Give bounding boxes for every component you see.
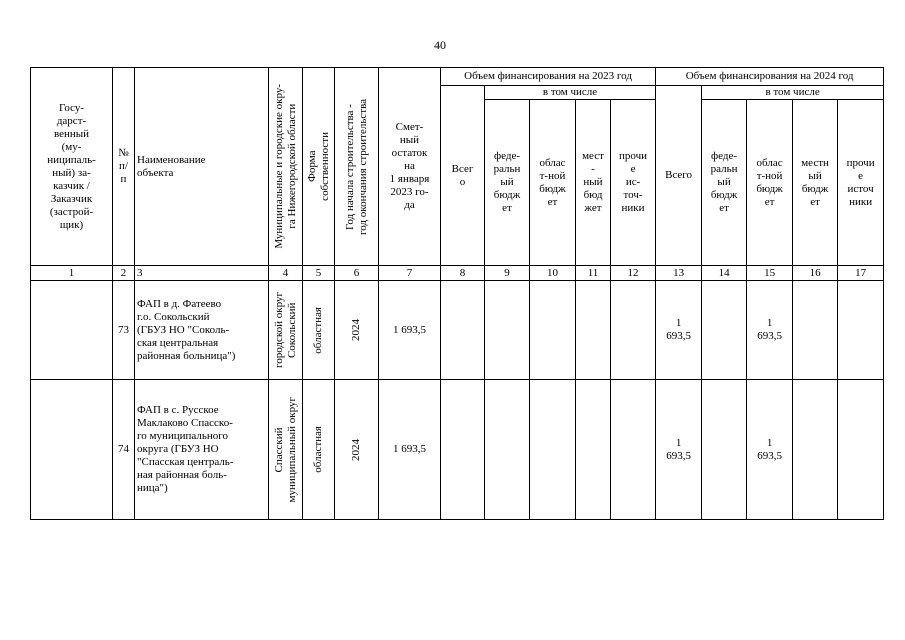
cell-federal-2024 bbox=[702, 281, 747, 380]
header-funding-2024: Объем финансирования на 2024 год bbox=[656, 68, 884, 86]
header-total-2023: Всег о bbox=[441, 86, 485, 266]
cell-estimate: 1 693,5 bbox=[379, 281, 441, 380]
table-row bbox=[31, 380, 884, 520]
cell-municipality-text: Спасский муниципальный округ bbox=[272, 396, 298, 503]
cell-customer bbox=[31, 380, 113, 520]
cell-local-2024 bbox=[793, 281, 838, 380]
header-including-2024: в том числе bbox=[702, 86, 884, 100]
header-regional-2023: облас т-ной бюдж ет bbox=[530, 100, 576, 266]
header-local-2024: местн ый бюдж ет bbox=[793, 100, 838, 266]
cell-local-2023 bbox=[576, 380, 611, 520]
cell-regional-2023 bbox=[530, 281, 576, 380]
header-row-no: № п/ п bbox=[113, 68, 135, 266]
cell-regional-2024: 1 693,5 bbox=[747, 281, 793, 380]
header-ownership bbox=[303, 68, 335, 266]
cell-ownership bbox=[303, 380, 335, 520]
cell-year bbox=[335, 281, 379, 380]
column-number: 4 bbox=[269, 266, 303, 281]
cell-total-2024: 1 693,5 bbox=[656, 281, 702, 380]
cell-federal-2023 bbox=[485, 380, 530, 520]
cell-other-2024 bbox=[838, 380, 884, 520]
header-municipality bbox=[269, 68, 303, 266]
cell-other-2024 bbox=[838, 281, 884, 380]
column-number: 2 bbox=[113, 266, 135, 281]
column-number: 9 bbox=[485, 266, 530, 281]
cell-federal-2024 bbox=[702, 380, 747, 520]
header-estimate: Смет- ный остаток на 1 января 2023 го- да bbox=[379, 68, 441, 266]
cell-regional-2023 bbox=[530, 380, 576, 520]
cell-regional-2024: 1 693,5 bbox=[747, 380, 793, 520]
cell-row-no: 74 bbox=[113, 380, 135, 520]
header-object-name: Наименование объекта bbox=[135, 68, 269, 266]
column-number: 16 bbox=[793, 266, 838, 281]
column-number: 15 bbox=[747, 266, 793, 281]
cell-ownership bbox=[303, 281, 335, 380]
header-years-text: Год начала строительства - год окончания строительства bbox=[343, 98, 369, 235]
header-years bbox=[335, 68, 379, 266]
column-number: 8 bbox=[441, 266, 485, 281]
cell-total-2024: 1 693,5 bbox=[656, 380, 702, 520]
header-federal-2024: феде- ральн ый бюдж ет bbox=[702, 100, 747, 266]
column-numbers-row bbox=[31, 266, 884, 281]
cell-total-2023 bbox=[441, 380, 485, 520]
cell-other-2023 bbox=[611, 380, 656, 520]
page-number: 40 bbox=[434, 38, 446, 52]
column-number: 5 bbox=[303, 266, 335, 281]
cell-federal-2023 bbox=[485, 281, 530, 380]
cell-year bbox=[335, 380, 379, 520]
header-other-2024: прочи е источ ники bbox=[838, 100, 884, 266]
column-number: 7 bbox=[379, 266, 441, 281]
cell-municipality bbox=[269, 281, 303, 380]
header-including-2023: в том числе bbox=[485, 86, 656, 100]
header-other-2023: прочи е ис- точ- ники bbox=[611, 100, 656, 266]
cell-ownership-text: областная bbox=[312, 306, 324, 354]
cell-municipality bbox=[269, 380, 303, 520]
column-number: 17 bbox=[838, 266, 884, 281]
column-number: 11 bbox=[576, 266, 611, 281]
column-number: 14 bbox=[702, 266, 747, 281]
cell-ownership-text: областная bbox=[312, 426, 324, 473]
column-number: 12 bbox=[611, 266, 656, 281]
cell-local-2023 bbox=[576, 281, 611, 380]
header-total-2024: Всего bbox=[656, 86, 702, 266]
cell-object-name: ФАП в с. Русское Маклаково Спасско- го муниципального округа (ГБУЗ НО "Спасская централь- ная районная боль- ница") bbox=[135, 380, 269, 520]
header-funding-2023: Объем финансирования на 2023 год bbox=[441, 68, 656, 86]
column-number: 1 bbox=[31, 266, 113, 281]
cell-object-name: ФАП в д. Фатеево г.о. Сокольский (ГБУЗ НО "Соколь- ская центральная районная больница") bbox=[135, 281, 269, 380]
cell-municipality-text: городской округ Сокольский bbox=[272, 291, 298, 369]
table-row bbox=[31, 281, 884, 380]
cell-customer bbox=[31, 281, 113, 380]
header-federal-2023: феде- ральн ый бюдж ет bbox=[485, 100, 530, 266]
cell-row-no: 73 bbox=[113, 281, 135, 380]
cell-other-2023 bbox=[611, 281, 656, 380]
column-number: 6 bbox=[335, 266, 379, 281]
column-number: 3 bbox=[135, 266, 269, 281]
financing-table bbox=[30, 67, 884, 520]
header-customer: Госу- дарст- венный (му- ниципаль- ный) за- казчик / Заказчик (застрой- щик) bbox=[31, 68, 113, 266]
header-ownership-text: Форма собственности bbox=[305, 132, 331, 201]
column-number: 10 bbox=[530, 266, 576, 281]
cell-estimate: 1 693,5 bbox=[379, 380, 441, 520]
column-number: 13 bbox=[656, 266, 702, 281]
header-regional-2024: облас т-ной бюдж ет bbox=[747, 100, 793, 266]
header-municipality-text: Муниципальные и городские окру- га Нижегородской области bbox=[272, 84, 298, 249]
cell-year-text: 2024 bbox=[350, 438, 362, 461]
cell-total-2023 bbox=[441, 281, 485, 380]
header-local-2023: мест - ный бюд жет bbox=[576, 100, 611, 266]
cell-local-2024 bbox=[793, 380, 838, 520]
cell-year-text: 2024 bbox=[350, 319, 362, 341]
